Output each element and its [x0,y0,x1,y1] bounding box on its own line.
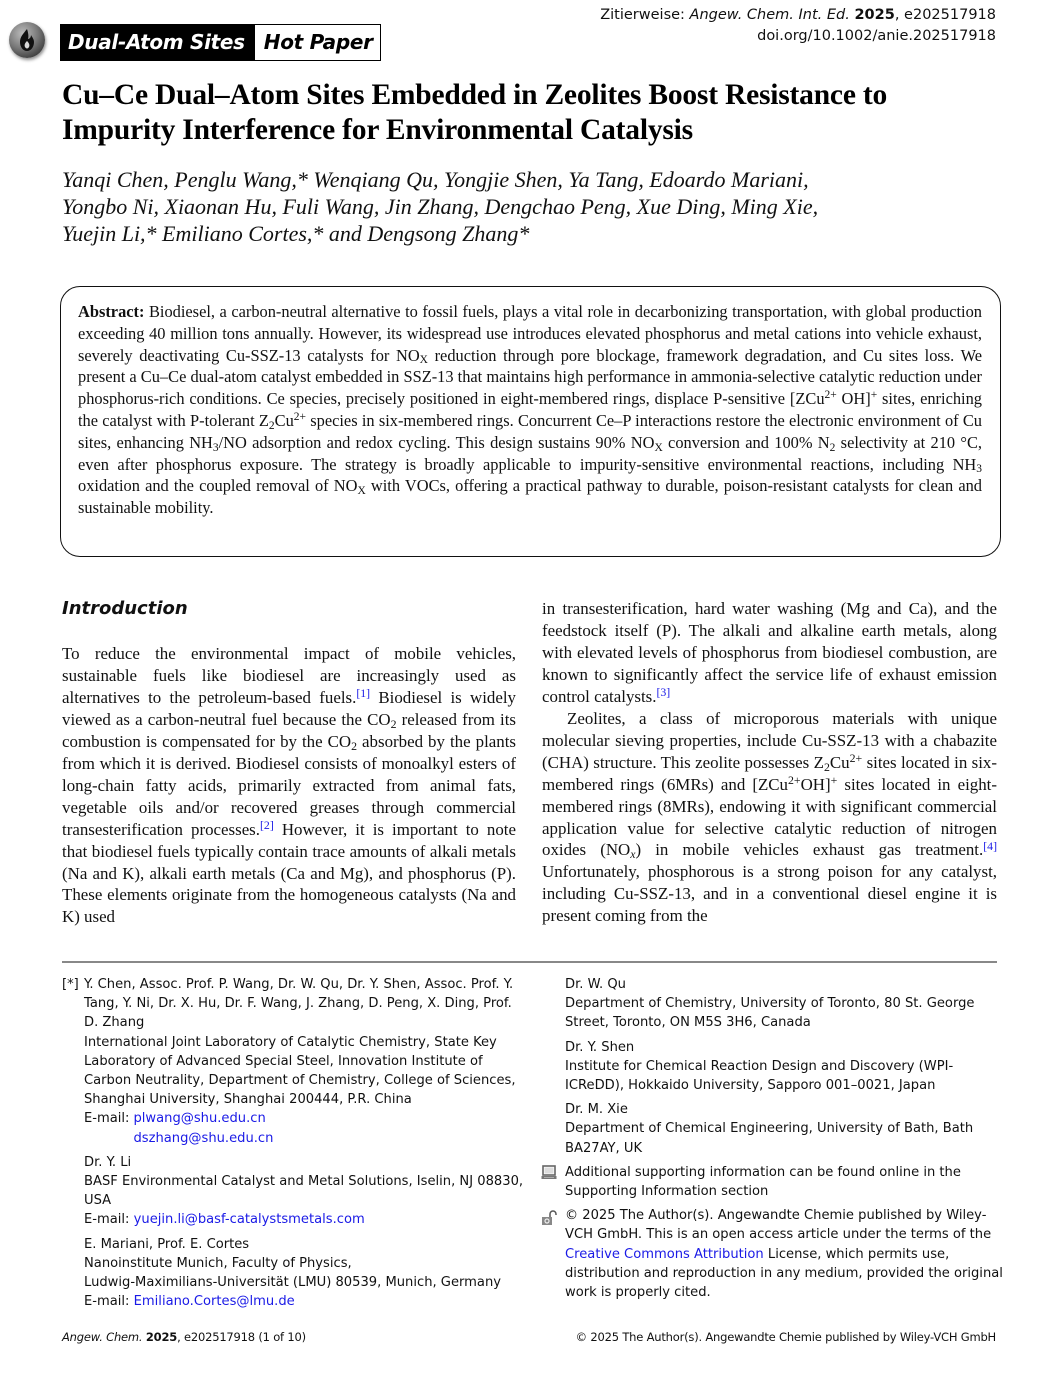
abstract-box [60,286,1001,557]
affiliations-left [62,975,524,1316]
section-heading-introduction: Introduction [62,598,188,619]
topic-tag: Dual-Atom Sites [61,25,255,60]
abstract-label: Abstract: [78,302,145,321]
reference-link[interactable]: [2] [259,817,274,832]
reference-link[interactable]: [1] [356,686,371,700]
footnote-divider [62,961,997,963]
email-link[interactable]: plwang@shu.edu.cn [133,1111,266,1127]
creative-commons-link[interactable]: Creative Commons Attribution [565,1246,764,1262]
affiliation-group: Dr. Y. Shen Institute for Chemical Reaction Design and Discovery (WPI-ICReDD), Hokkaido University, Sapporo 001–0021, Japan [565,1039,954,1094]
email-link[interactable]: yuejin.li@basf-catalystsmetals.com [133,1212,365,1228]
paper-title: Cu–Ce Dual–Atom Sites Embedded in Zeolites Boost Resistance to Impurity Interference for Environmental Catalysis [62,79,888,146]
affiliation-group: E. Mariani, Prof. E. Cortes Nanoinstitute Munich, Faculty of Physics, Ludwig-Maximilians-Universität (LMU) 80539, Munich, Germany E-mail: Emiliano.Cortes@lmu.de [84,1236,501,1310]
hot-paper-flame-icon [9,22,45,58]
page-footer-copyright: © 2025 The Author(s). Angewandte Chemie published by Wiley-VCH GmbH [575,1330,996,1344]
doi-link[interactable]: doi.org/10.1002/anie.202517918 [757,28,996,44]
reference-link[interactable]: [3] [656,684,671,699]
hot-paper-tag: Hot Paper [255,25,380,60]
paragraph: in transesterification, hard water washing (Mg and Ca), and the feedstock itself (P). The alkali and alkaline earth metals, along with elevated levels of phosphorus from biodiesel combustion, are known to significantly affect the service life of exhaust emission control catalysts.[3] [542,599,997,706]
reference-link[interactable]: [4] [983,838,998,853]
journal-name: Angew. Chem. Int. Ed. [689,7,850,23]
computer-icon [541,1165,557,1186]
email-link[interactable]: dszhang@shu.edu.cn [133,1130,274,1146]
citation-line: Zitierweise: Angew. Chem. Int. Ed. 2025, e202517918 [600,7,996,23]
affiliation-group: Dr. Y. Li BASF Environmental Catalyst and Metal Solutions, Iselin, NJ 08830, USA E-mail: yuejin.li@basf-catalystsmetals.com [84,1154,524,1228]
affiliation-group: Dr. W. Qu Department of Chemistry, University of Toronto, 80 St. George Street, Toronto, ON M5S 3H6, Canada [565,977,975,1031]
year: 2025 [854,7,895,23]
corresponding-author-mark: [*] [62,977,79,992]
paragraph: Zeolites, a class of microporous materials with unique molecular sieving properties, include Cu-SSZ-13 with a chabazite (CHA) structure. This zeolite possesses $Z_2Cu^{2+}$ sites located in six-membered rings (6MRs) and [ZCu$^{2+}$OH]+ sites located in eight-membered rings (8MRs), endowing it with significant commercial application value for selective catalytic reduction of nitrogen oxides $(NO_x)$ in mobile vehicles exhaust gas treatment.[4] Unfortunately, phosphorous is a strong poison for any catalyst, including Cu-SSZ-13, and in a conventional diesel engine it is present coming from the [542,708,998,926]
affiliation-group: Dr. M. Xie Department of Chemical Engineering, University of Bath, Bath BA27AY, UK [565,1102,974,1156]
article-id: , e202517918 [894,7,996,23]
page-number: , e202517918 (1 of 10) [177,1330,306,1344]
license-note: © 2025 The Author(s). Angewandte Chemie published by Wiley-VCH GmbH. This is an open access article under the terms of the Creative Commons Attribution License, which permits use, distribution and reproduction in any medium, provided the original work is properly cited. [565,1206,1005,1302]
body-column-left [62,643,516,928]
page-footer-citation: Angew. Chem. 2025, e202517918 (1 of 10) [62,1330,306,1344]
abstract-text: Abstract: Biodiesel, a carbon-neutral alternative to fossil fuels, plays a vital role in decarbonizing transportation, with global production exceeding 40 million tons annually. However, its widespread use introduces elevated phosphorus and metal cations into vehicle exhaust, severely deactivating Cu-SSZ-13 catalysts for $NO_X$ reduction through pore blockage, framework degradation, and Cu sites loss. We present a Cu–Ce dual-atom catalyst embedded in SSZ-13 that maintains high performance in ammonia-selective catalytic reduction under phosphorus-rich conditions. Ce species, precisely positioned in eight-membered rings, displace P-sensitive [ZCu$^{2+}$ OH]+ sites, enriching the catalyst with P-tolerant $Z_2Cu^{2+}$ species in six-membered rings. Concurrent Ce–P interactions restore the electronic environment of Cu sites, enhancing $NH_3/NO$ adsorption and redox cycling. This design sustains 90% $NO_X$ conversion and 100% $N_2$ selectivity at 210 °C, even after phosphorus exposure. The strategy is broadly applicable to impurity-sensitive environmental reactions, including $NH_3$ oxidation and the coupled removal of $NO_X$ with VOCs, offering a practical pathway to durable, poison-resistant catalysts for clean and sustainable mobility. [78,302,982,518]
affiliation-group: Y. Chen, Assoc. Prof. P. Wang, Dr. W. Qu, Dr. Y. Shen, Assoc. Prof. Y. Tang, Y. Ni, Dr. X. Hu, Dr. F. Wang, J. Zhang, D. Peng, X. Ding, Prof. D. Zhang International Joint Laboratory of Catalytic Chemistry, State Key Laboratory of Advanced Special Steel, Innovation Institute of Carbon Neutrality, Department of Chemistry, College of Sciences, Shanghai University, Shanghai 200444, P.R. China E-mail: plwang@shu.edu.cn dszhang@shu.edu.cn [84,975,524,1148]
open-lock-icon [541,1210,559,1232]
affiliations-right [565,975,1005,1307]
paragraph: To reduce the environmental impact of mobile vehicles, sustainable fuels like biodiesel are increasingly used as alternatives to the petroleum-based fuels.[1] Biodiesel is widely viewed as a carbon-neutral fuel because the $CO_2$ released from its combustion is compensated for by the $CO_2$ absorbed by the plants from which it is derived. Biodiesel consists of monoalkyl esters of long-chain fatty acids, primarily extracted from animal fats, vegetable oils and/or recovered greases through commercial transesterification processes.[2] However, it is important to note that biodiesel fuels typically contain trace amounts of alkali metals (Na and K), alkali earth metals (Ca and Mg), and phosphorus (P). These elements originate from the homogeneous catalysts (Na and K) used [62,644,516,927]
email-link[interactable]: Emiliano.Cortes@lmu.de [133,1294,295,1310]
supporting-info-note: Additional supporting information can be found online in the Supporting Information section [565,1163,1005,1201]
body-column-right [542,598,997,927]
author-list: Yanqi Chen, Penglu Wang,* Wenqiang Qu, Yongjie Shen, Ya Tang, Edoardo Mariani, Yongbo Ni, Xiaonan Hu, Fuli Wang, Jin Zhang, Dengchao Peng, Xue Ding, Ming Xie, Yuejin Li,* Emiliano Cortes,* and Dengsong Zhang* [62,167,819,246]
citation-block [600,5,996,47]
article-tags [60,24,381,61]
